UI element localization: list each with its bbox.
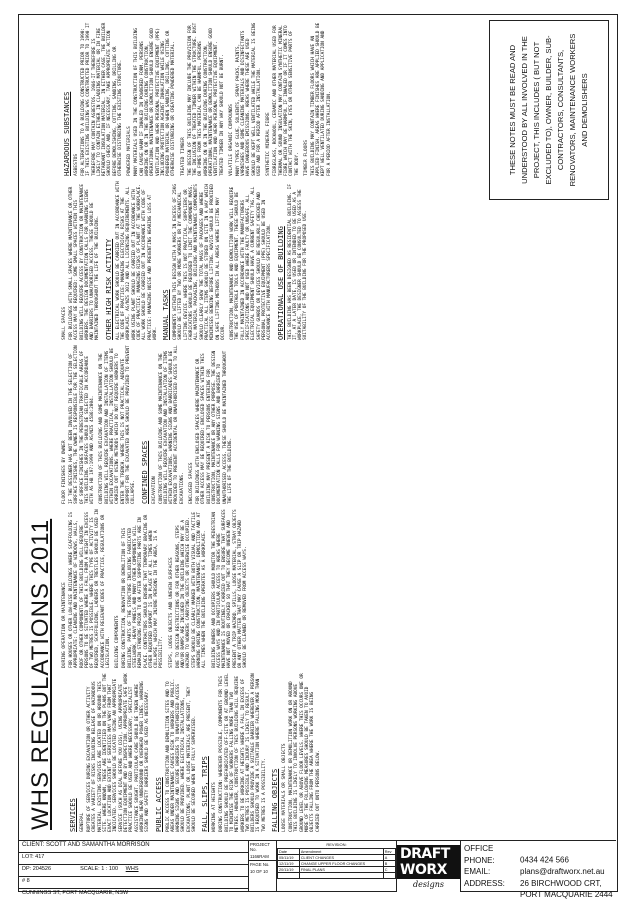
section-text: RUPTURE OF SERVICES DURING EXCAVATION OR OTHER ACTIVITY CREATES A VARIETY OF RISKS INCLUDING RELEASE OF HAZARDOUS MATERIAL. EXISTING SERVICES ARE LOCATED ON OR AROUND THIS SITE. WHERE KNOWN, THESE ARE IDENTIFIED ON THE PLANS BUT THE EXACT LOCATION AND EXTENT OF SERVICES MAY VARY FROM THAT INDICATED. SERVICES SHOULD BE LOCATED USING AN APPROPRIATE SERVICE (SUCH AS DIAL BEFORE YOU DIG), USING APPROPRIATE DETECTION EQUIPMENT AND BY INSPECTION. APPROPRIATE SAFE WORK PRACTICE SHOULD BE USED AND WHERE NECESSARY, SPECIALIST ASSISTANCE SOUGHT. PARTICULAR CARE SHOULD BE TAKEN WHERE WORKING NEAR UNDERGROUND OR OVERHEAD POWER LINES. WARNING SIGNS AND SAFETY BARRIERS SHOULD BE USED AS NECESSARY. [87,673,151,832]
scale: SCALE: 1 : 100 [80,866,119,872]
rev-cell: 05/11/19 [278,855,300,861]
section-heading: HAZARDOUS SUBSTANCES [63,91,71,176]
section-heading: SERVICES [69,798,77,832]
revision-row [278,873,396,879]
section-subheading: TIMBER FLOORS [303,140,309,176]
note-section [266,21,299,176]
project-block [249,841,277,892]
office-phone: 0434 424 566 [520,855,569,865]
client-name: SCOTT AND SAMANTHA MORRISON [46,842,150,848]
note-section [69,672,151,832]
section-heading: MANUAL TASKS [162,289,171,340]
rev-cell [299,873,383,879]
section-subheading: BUILDING COMPONENTS [115,615,121,668]
client-label: CLIENT: [22,842,45,848]
site-address: CUNNINGS ST, PORT MACQUARIE, NSW [22,890,129,896]
section-text: CONSTRUCTION OF THIS BUILDING AND SOME MAINTENANCE ON THE BUILDING WILL REQUIRE EXCAVATION AND INSTALLATION OF ITEMS WITHIN EXCAVATIONS. WARNING SIGNS AND BARRICADES SHOULD BE PROVIDED TO PREVENT ACCIDENTAL OR UNAUTHORISED ACCESS TO ALL EXCAVATIONS. [158,345,185,504]
notes-column-1 [67,672,325,832]
office-details [461,841,616,899]
section-heading: CONFINED SPACES [140,440,149,504]
notes-column-2 [61,508,253,668]
section-heading: FALL, SLIPS, TRIPS [201,756,210,832]
section-text: COMPONENTS WITHIN THIS DESIGN WITH A MASS IN EXCESS OF 25KG SHOULD BE LIFTED BY TWO OR MORE WORKERS OR BY MECHANICAL LIFTING DEVICE. WHERE THIS IS NOT PRACTICAL, SUPPLIERS OR FABRICATORS SHOULD BE REQUIRED TO LIMIT THE COMPONENT MASS. ALL MATERIAL PACKAGING, BUILDING AND MAINTENANCE COMPONENTS SHOULD CLEARLY SHOW THE TOTAL MASS OF PACKAGES AND WHERE PRACTICAL ALL ITEMS SHOULD BE STORED ON SITE IN A WAY WHICH MINIMISES BENDING BEFORE LIFTING. ADVICE SHOULD BE PROVIDED ON SAFE LIFTING METHODS IN ALL AREAS WHERE LIFTING MAY OCCUR. [173,184,226,340]
project-no: 1166RAM [249,853,276,861]
note-section [201,672,267,832]
section-subheading: ASBESTOS [74,153,79,176]
note-section [230,180,272,340]
office-address-2: PORT MACQUARIE 2444 [520,890,613,899]
section-subheading: VOLATILE ORGANIC COMPOUNDS [228,104,234,176]
office-address-1: 26 BIRCHWOOD CRT, [520,878,602,888]
rev-cell: B [383,861,395,867]
rev-header: Rev [383,849,395,855]
note-section [105,180,158,340]
note-section [169,508,208,668]
rev-cell: 12/11/19 [278,861,300,867]
section-heading: PUBLIC ACCESS [154,777,163,832]
section-text: IF THE DESIGNER HAS NOT BEEN INVOLVED IN THE SELECTION OF SURFACE FINISHES, THE OWNER IS RESPONSIBLE FOR THE SELECTION OF SURFACE FINISHES IN THE PEDESTRIAN TRAFFICABLE AREAS OF THIS BUILDING. SURFACES SHOULD BE SELECTED IN ACCORDANCE WITH AS HB 197:1999 AND AS/NZS 4586:2004. [69,345,96,504]
rev-cell: 20/11/19 [278,867,300,873]
rev-cell: CHANGE UPPER FLOOR CHANGES [299,861,383,867]
section-text: DURING CONSTRUCTION, RENOVATION OR DEMOLITION OF THIS BUILDING, PARTS OF THE STRUCTURE INCLUDING FABRICATED STEELWORK, HEAVY PANELS AND MANY OTHER COMPONENTS WILL REMAIN STANDING PRIOR TO OR AFTER SUPPORTING PARTS ARE IN PLACE. CONTRACTORS SHOULD ENSURE THAT TEMPORARY BRACING OR OTHER REQUIRED SUPPORT IS IN PLACE AT ALL TIMES WHEN COLLAPSE, WHICH MAY INJURE PERSONS IN THE AREA, IS A POSSIBILITY. [122,514,165,668]
section-subheading: EXCAVATION [151,476,157,504]
note-section [62,508,111,668]
project-no-label: PROJECT No. [250,842,270,852]
notes-column-4 [61,180,313,340]
note-section [63,21,123,176]
footer-note [489,20,609,200]
section-text: FIBREGLASS, ROCKWOOL, CERAMIC AND OTHER MATERIAL USED FOR THERMAL OR SOUND INSULATION MAY CONTAIN SYNTHETIC MINERAL FIBRE WHICH MAY BE HARMFUL IF INHALED OR IF IT COMES INTO CONTACT WITH THE SKIN, EYES OR OTHER SENSITIVE PARTS OF THE BODY. [273,25,300,176]
rev-cell: A [383,855,395,861]
address-label: ADDRESS: [464,878,505,888]
dp: DP: 204526 [22,866,52,872]
drawing-sheet [18,14,618,899]
rev-header: Date [278,849,300,855]
section-text: BUILDING OWNERS AND OCCUPIERS SHOULD MONITOR THE PEDESTRIAN ACCESS WAYS AND IN PARTICULAR ACCESS TO AREAS WHERE MAINTENANCE IS ROUTINELY CARRIED OUT TO ENSURE THAT SURFACES HAVE NOT MOVED OR CRACKED SO THAT THEY BECOME UNEVEN AND PRESENT A TRIP HAZARD. SPILLS, LOOSE MATERIAL, STRAY OBJECTS OR ANY OTHER MATTER THAT MAY CAUSE A SLIP OR TRIP HAZARD SHOULD BE CLEANED OR REMOVED FROM ACCESS WAYS. [211,509,249,668]
section-subheading: POWDERED MATERIALS [127,126,133,176]
sheet-title: WHS [125,866,139,872]
note-section [304,21,332,176]
rev-header: Amendment [299,849,383,855]
footer-note-text: THESE NOTES MUST BE READ AND UNDERSTOOD BY ALL INVOLVED IN THE PROJECT, THIS INCLUDES ( BUT NOT EXCLUDED TO), OWNER, BUILDER, SUB-CONTRACTORS, CONSULTANTS, RENOVATORS, MAINTENANCE WORKERS AND DEMOLISHERS [508,33,589,187]
note-section [115,508,164,668]
section-subheading: LOOSE MATERIALS OR SMALL OBJECTS [282,743,288,832]
section-text: MANY TYPES OF GLUE, SOLVENTS, SPRAY PACKS, PAINTS, VARNISHES AND SOME CLEANING MATERIALS AND DISINFECTANTS HAVE DANGEROUS EMISSIONS. AREAS WHERE THESE ARE USED SHOULD BE KEPT WELL VENTILATED WHILE THE MATERIAL IS BEING USED AND FOR A PERIOD AFTER INSTALLATION. [235,22,263,176]
section-heading: OPERATIONAL USE OF BUILDING [276,226,285,340]
revision-table [277,848,396,879]
section-subheading: GENERAL [80,812,85,832]
rev-cell [383,873,395,879]
note-section [99,344,136,504]
office-phone-label: OFFICE PHONE: [464,844,495,865]
section-subheading: SMALL SPACES [62,306,67,340]
section-subheading: DURING OPERATION OR MAINTENANCE [62,582,67,668]
email: plans@draftworx.net.au [520,867,605,876]
section-text: THIS BUILDING MAY CONTAIN TIMBER FLOORS WHICH HAVE AN APPLIED FINISH. AREAS WHERE FINISHES ARE APPLIED SHOULD BE KEPT WELL VENTILATED DURING SANDING AND APPLICATION AND FOR A PERIOD AFTER INSTALLATION. [310,22,332,176]
section-heading: FALLING OBJECTS [271,768,280,832]
note-section [189,344,233,504]
section-text: FOR BUILDINGS WITH SMALL SPACES WHERE MAINTENANCE OR OTHER ACCESS MAY BE REQUIRED: SOME SMALL SPACES WITHIN THIS BUILDING WILL REQUIRE ACCESS BY CONSTRUCTION OR MAINTENANCE WORKERS. THE DESIGN DOCUMENTATION CALLS FOR WARNING SIGNS AND BARRIERS TO UNAUTHORISED ACCESS. THESE SHOULD BE MAINTAINED THROUGHOUT THE LIFE OF THE BUILDING. [69,184,101,340]
note-section [229,21,262,176]
section-text: THIS BUILDING HAS BEEN DESIGNED AS RESIDENTIAL BUILDING. IF IT, AT A LATER DATE, IS USED OR INTENDED TO BE USED AS A WORKPLACE, THE DESIGNER SHOULD BE CONSULTED TO ASSESS THE SUITABILITY OF THE BUILDING FOR THE PROPOSED USE. [287,184,309,340]
section-text: FOR BUILDINGS WITH ENCLOSED SPACES WHERE MAINTENANCE OR OTHER ACCESS MAY BE REQUIRED: ENCLOSED SPACES WITHIN THIS BUILDING MAY PRESENT A RISK TO PERSONS ENTERING FOR CONSTRUCTION, MAINTENANCE OR ANY OTHER PURPOSE. THE DESIGN DOCUMENTATION CALLS FOR WARNING SIGNS AND BARRIERS TO UNAUTHORISED ACCESS. THESE SHOULD BE MAINTAINED THROUGHOUT THE LIFE OF THE BUILDING. [196,350,233,504]
note-section [127,21,176,176]
page-label: PAGE No. [250,862,270,867]
revision-block [277,841,397,892]
section-subheading: STEPS, LOOSE OBJECTS AND UNEVEN SURFACES [168,557,174,668]
note-section [162,180,226,340]
note-section [212,508,249,668]
section-text: FOR HOUSES OR OTHER LOW-RISE BUILDINGS WHERE SCAFFOLDING IS APPROPRIATE: CLEANING AND MAINTENANCE OF WINDOWS, WALLS, ROOF OR OTHER COMPONENTS OF THIS BUILDING WILL REQUIRE PERSONS TO BE SITUATED WHERE A FALL FROM A HEIGHT IN EXCESS OF TWO METRES IS POSSIBLE. WHERE THIS TYPE OF ACTIVITY IS REQUIRED, SCAFFOLDING, LADDERS OR TRESTLES SHOULD BE USED IN ACCORDANCE WITH RELEVANT CODES OF PRACTICE, REGULATIONS OR LEGISLATION. [69,509,112,668]
section-heading: OTHER HIGH RISK ACTIVITY [104,238,113,340]
rev-cell: CLIENT CHANGES [299,855,383,861]
section-subheading: WORKING AT HEIGHTS [212,782,218,832]
title-block [19,840,616,899]
notes-column-5 [61,21,336,176]
section-subheading: FLOOR FINISHES BY OWNER [62,440,67,504]
logo-sub: designs [413,879,444,889]
rev-cell [278,873,300,879]
section-text: THE DESIGN OF THIS BUILDING MAY INCLUDE THE PROVISION FOR THE INCLUSION OF TREATED TIMBER WITHIN THE STRUCTURE. DUST OR FUMES FROM THIS MATERIAL CAN BE HARMFUL. PERSONS WORKING ON OR IN THE BUILDING DURING CONSTRUCTION, OPERATIONAL MAINTENANCE OR DEMOLITION SHOULD ENSURE GOOD VENTILATION AND WEAR PERSONAL PROTECTIVE EQUIPMENT. TREATED TIMBER IN ANY WAY SHOULD NOT BE BURNT. [187,22,225,176]
section-text: CONSTRUCTION, MAINTENANCE OR DEMOLITION WORK ON OR AROUND THIS BUILDING IS LIKELY TO INVOLVE PERSONS WORKING ABOVE GROUND LEVEL OR ABOVE FLOOR LEVELS. WHERE THIS OCCURS ONE OR MORE OF THE FOLLOWING MEASURES SHOULD BE TAKEN TO AVOID OBJECTS FALLING FROM THE AREA WHERE THE WORK IS BEING CARRIED OUT ONTO PERSONS BELOW. [289,673,321,832]
section-subheading: TREATED TIMBER [180,137,186,176]
email-label: EMAIL: [464,867,491,876]
street-number: # 8 [22,878,30,884]
revision-label: REVISION: [326,842,347,847]
note-section [62,180,101,340]
section-subheading: ENCLOSED SPACES [189,462,195,504]
client-block [19,841,249,896]
section-text: DUE TO DESIGN RESTRICTIONS OR FOR OTHER REASONS, STEPS AND/OR RAMPS ARE INCLUDED IN THE BUILDING WHICH MAY BE A HAZARD TO WORKERS CARRYING OBJECTS OR OTHERWISE OCCUPIED. STEPS SHOULD BE CLEARLY MARKED WITH BOTH VISUAL AND TACTILE WARNING DURING CONSTRUCTION, MAINTENANCE, DEMOLITION AND AT ALL TIMES WHEN THE BUILDING OPERATES AS A WORKPLACE. [175,512,208,668]
logo-main: DRAFT WORX [397,845,460,879]
note-section [155,672,198,832]
note-section [62,344,95,504]
lot: LOT: 417 [22,854,45,860]
section-text: CONSTRUCTION OF THIS BUILDING AND SOME MAINTENANCE ON THE BUILDING WILL REQUIRE EXCAVATION AND INSTALLATION OF ITEMS WITHIN EXCAVATIONS. WHERE PRACTICAL, INSTALLATION SHOULD BE CARRIED OUT USING METHODS WHICH DO NOT REQUIRE WORKERS TO ENTER THE TRENCH. WHERE THIS IS NOT PRACTICAL, ADEQUATE SUPPORT FOR THE EXCAVATED AREA SHOULD BE PROVIDED TO PREVENT COLLAPSE. [99,345,137,504]
rotated-notes [19,15,616,840]
rev-cell: FINAL PLANS [299,867,383,873]
rev-cell: C [383,867,395,873]
note-section [277,180,309,340]
company-logo [397,841,461,892]
note-section [141,344,185,504]
notes-column-3 [61,344,237,504]
section-subheading: SYNTHETIC MINERAL FIBRE [266,112,272,176]
note-section [181,21,225,176]
section-text: FOR ALTERATIONS TO A BUILDING CONSTRUCTED PRIOR TO 1990: IF THIS EXISTING BUILDING WAS CONSTRUCTED PRIOR TO 1990 IT THEREFORE MAY CONTAIN ASBESTOS. 1986-IT THEREFORE IS LIKELY TO CONTAIN EITHER IN CLADDING MATERIAL OR IN FIRE RETARDANT INSULATION MATERIAL. IN EITHER CASE, THE BUILDER SHOULD CHECK AND, IF NECESSARY, TAKE APPROPRIATE ACTION BEFORE DEMOLISHING, CUTTING, SANDING, DRILLING OR OTHERWISE DISTURBING THE EXISTING STRUCTURE. [81,22,124,176]
section-text: PUBLIC ACCESS TO CONSTRUCTION AND DEMOLITION SITES AND TO AREAS UNDER MAINTENANCE CAUSES RISK TO WORKERS AND PUBLIC. WARNING SIGNS AND SECURE BARRIERS TO UNAUTHORISED ACCESS SHOULD BE PROVIDED. WHERE ELECTRICAL INSTALLATIONS, EXCAVATIONS, PLANT OR LOOSE MATERIALS ARE PRESENT, THEY SHOULD BE SECURED WHEN NOT FULLY SUPERVISED. [165,678,198,832]
notes-area [19,15,616,840]
section-text: ALL ELECTRICAL WORK SHOULD BE CARRIED OUT IN ACCORDANCE WITH THE CODE OF PRACTICE: MANAGING ELECTRICAL RISKS AT THE WORKPLACE, AS/NZS 3012 AND ALL LICENSING REQUIREMENTS. ALL WORK USING PLANT SHOULD BE CARRIED OUT IN ACCORDANCE WITH CODE OF PRACTICE: MANAGING RISKS OF PLANT AT THE WORKPLACE. ALL WORK SHOULD BE CARRIED OUT IN ACCORDANCE WITH CODE OF PRACTICE: MANAGING NOISE AND PREVENTING HEARING LOSS AT WORK. [115,181,158,340]
section-text: MANY MATERIALS USED IN THE CONSTRUCTION OF THIS BUILDING CAN CAUSE HARM IF INHALED IN POWDERED FORM. PERSONS WORKING ON OR IN THE BUILDING DURING CONSTRUCTION, OPERATIONAL MAINTENANCE OR DEMOLITION SHOULD ENSURE GOOD VENTILATION AND WEAR PERSONAL PROTECTIVE EQUIPMENT (PPE) INCLUDING PROTECTION AGAINST INHALATION WHILE USING POWDERED MATERIAL OR WHEN SANDING, DRILLING, CUTTING OR OTHERWISE DISTURBING OR CREATING POWDERED MATERIAL. [134,27,177,176]
note-section [271,672,321,832]
section-text: CONSTRUCTION, MAINTENANCE AND DEMOLITION WORK WILL REQUIRE THE USE OF PORTABLE TOOLS AND EQUIPMENT. THESE SHOULD BE FULLY MAINTAINED IN ACCORDANCE WITH THE MANUFACTURERS SPECIFICATIONS AND NOT USED WHERE FAULTY OR UNSAFE. ALL ELECTRICAL EQUIPMENT SHOULD HAVE A CURRENT SAFETY TAG. ALL SAFETY GUARDS OR DEVICES SHOULD BE REGULARLY CHECKED AND PERSONAL PROTECTIVE EQUIPMENT (PPE) SHOULD BE USED IN ACCORDANCE WITH MANUFACTURERS SPECIFICATION. [230,186,273,340]
page-no: 10 OF 10 [250,869,268,874]
document-title: WHS REGULATIONS 2011 [27,518,54,830]
section-text: DURING CONSTRUCTION: WHEREVER POSSIBLE, COMPONENTS FOR THIS BUILDING SHOULD BE PREFABRICATED OFF-SITE OR AT GROUND LEVEL TO MINIMISE THE RISK OF WORKERS FALLING MORE THAN TWO METRES. HOWEVER, CONSTRUCTION OF THIS BUILDING WILL REQUIRE WORKERS TO BE WORKING AT HEIGHTS WHERE A FALL IN EXCESS OF TWO METRES IS POSSIBLE AND INJURY IS LIKELY TO RESULT. BUILDERS SHOULD PROVIDE A SUITABLE BARRIER WHEREVER A PERSON IS REQUIRED TO WORK IN A SITUATION WHERE FALLING MORE THAN TWO METRES IS A POSSIBILITY. [219,673,267,832]
